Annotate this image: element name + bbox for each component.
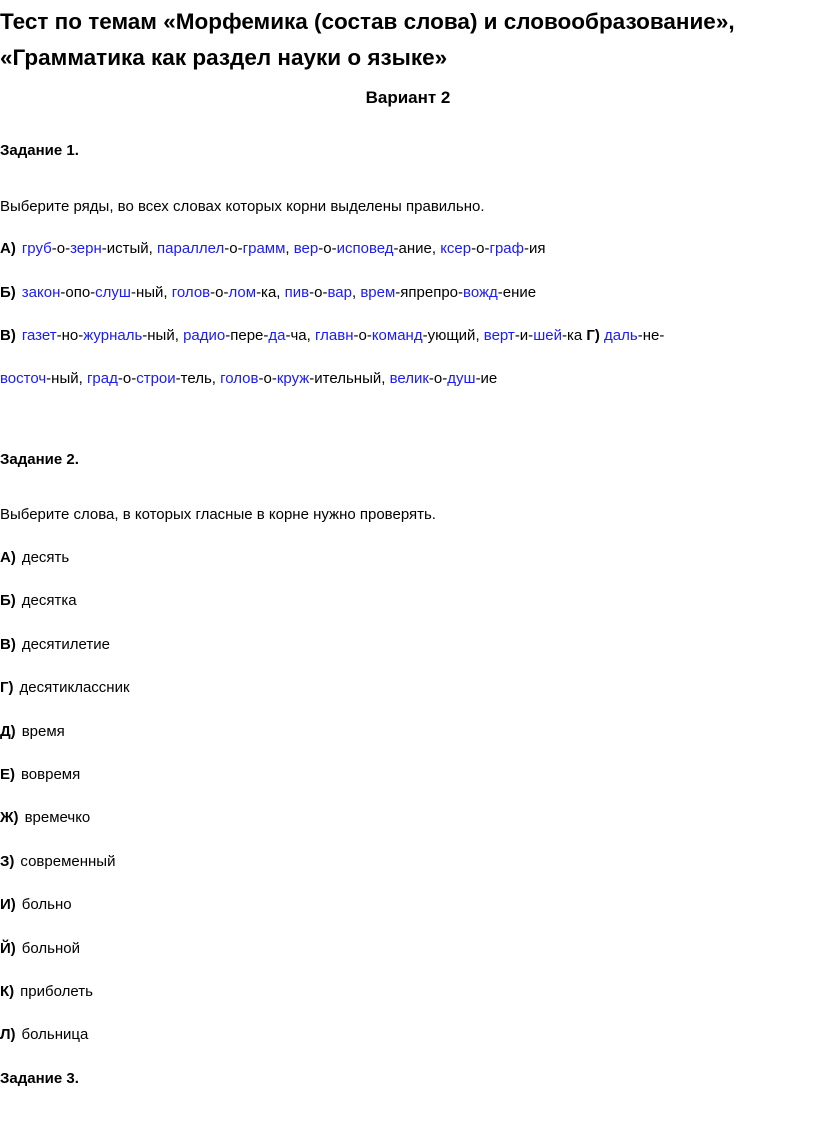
task2-option xyxy=(0,852,115,872)
option-label: К) xyxy=(0,983,15,1000)
title-line-1: Тест по темам «Морфемика (состав слова) и словообразование», xyxy=(0,9,735,34)
word-segment: -истый, xyxy=(101,240,158,257)
word-segment: -о- xyxy=(309,284,328,301)
word-segment: -о- xyxy=(471,240,490,257)
word-segment: -ительный, xyxy=(309,370,390,387)
root-segment: вер xyxy=(293,240,319,257)
word-segment: -о- xyxy=(210,284,229,301)
word-segment: -опо- xyxy=(60,284,96,301)
option-label: Ж) xyxy=(0,809,19,827)
word-segment: -пере- xyxy=(225,327,269,344)
option-label: В) xyxy=(0,635,16,653)
word-segment: -о- xyxy=(318,240,337,257)
task1-row xyxy=(0,239,545,259)
task2-option xyxy=(0,982,93,1002)
root-segment: восточ xyxy=(0,370,47,387)
option-label: А) xyxy=(0,549,16,566)
word-segment: -и- xyxy=(514,327,534,344)
root-segment: душ xyxy=(447,370,476,387)
document-title xyxy=(0,4,812,76)
task1-instruction: Выберите ряды, во всех словах которых корни выделены правильно. xyxy=(0,198,485,215)
word-segment: -но- xyxy=(56,327,84,344)
option-text: больной xyxy=(21,939,80,957)
root-segment: граф xyxy=(489,240,524,257)
option-label: Д) xyxy=(0,722,16,740)
root-segment: строи xyxy=(136,370,176,387)
task2-option xyxy=(0,895,72,915)
variant-heading: Вариант 2 xyxy=(365,88,451,107)
task1-heading: Задание 1. xyxy=(0,142,79,159)
word-segment: -ие xyxy=(475,370,498,387)
word-segment: -не- xyxy=(637,327,665,344)
root-segment: велик xyxy=(389,370,429,387)
word-segment: -ча, xyxy=(285,327,315,344)
option-text: десять xyxy=(21,549,70,566)
root-segment: круж xyxy=(276,370,310,387)
task2-option xyxy=(0,591,77,611)
root-segment: лом xyxy=(228,284,257,301)
task1-row xyxy=(0,369,497,389)
task2-option xyxy=(0,722,65,742)
word-segment: -ка, xyxy=(256,284,285,301)
root-segment: голов xyxy=(171,284,211,301)
option-label: Г) xyxy=(0,679,14,697)
task2-option xyxy=(0,939,80,959)
option-text: десятиклассник xyxy=(19,679,130,697)
task2-option xyxy=(0,635,110,655)
task2-instruction: Выберите слова, в которых гласные в корне нужно проверять. xyxy=(0,506,436,523)
option-label: Б) xyxy=(0,592,16,610)
word-segment: -ующий, xyxy=(422,327,484,344)
word-segment: -ия xyxy=(523,240,546,257)
root-segment: верт xyxy=(483,327,515,344)
word-segment: , xyxy=(351,284,361,301)
word-segment: -ный, xyxy=(130,284,172,301)
task2-option xyxy=(0,678,130,698)
root-segment: слуш xyxy=(95,284,131,301)
task2-heading: Задание 2. xyxy=(0,451,79,468)
root-segment: закон xyxy=(21,284,61,301)
root-segment: вар xyxy=(327,284,352,301)
root-segment: вожд xyxy=(463,284,498,301)
option-label: Й) xyxy=(0,939,16,957)
root-segment: пив xyxy=(284,284,310,301)
task1-row xyxy=(0,326,664,346)
option-label: В) xyxy=(0,327,16,344)
root-segment: параллел xyxy=(157,240,225,257)
word-segment: -о- xyxy=(353,327,372,344)
option-label: Г) xyxy=(586,327,600,344)
option-label: Е) xyxy=(0,766,15,783)
root-segment: главн xyxy=(314,327,354,344)
word-segment: , xyxy=(285,240,294,257)
root-segment: груб xyxy=(21,240,52,257)
root-segment: радио xyxy=(183,327,226,344)
option-text: десятка xyxy=(21,592,77,610)
task2-option xyxy=(0,808,90,828)
root-segment: шей xyxy=(533,327,562,344)
option-text: время xyxy=(21,722,65,740)
option-text: вовремя xyxy=(21,766,81,783)
root-segment: газет xyxy=(21,327,57,344)
root-segment: журналь xyxy=(83,327,143,344)
word-segment: -о- xyxy=(117,370,137,387)
root-segment: грамм xyxy=(242,240,286,257)
option-text: современный xyxy=(20,852,116,870)
word-segment: -япрепро- xyxy=(395,284,464,301)
option-label: А) xyxy=(0,240,16,257)
option-text: больно xyxy=(21,896,72,914)
option-text: больница xyxy=(21,1026,89,1044)
word-segment: -о- xyxy=(224,240,243,257)
root-segment: да xyxy=(268,327,286,344)
option-label: Б) xyxy=(0,284,16,301)
task1-row xyxy=(0,283,536,303)
option-label: Л) xyxy=(0,1026,16,1044)
task2-option xyxy=(0,1025,88,1045)
option-text: десятилетие xyxy=(21,635,110,653)
option-text: времечко xyxy=(24,809,91,827)
word-segment: -ка xyxy=(561,327,587,344)
task3-heading: Задание 3. xyxy=(0,1070,79,1087)
root-segment: ксер xyxy=(440,240,472,257)
word-segment: -ный, xyxy=(46,370,87,387)
root-segment: зерн xyxy=(70,240,102,257)
root-segment: голов xyxy=(220,370,259,387)
task2-option xyxy=(0,765,80,785)
word-segment: -о- xyxy=(51,240,71,257)
option-label: И) xyxy=(0,896,16,914)
root-segment: град xyxy=(86,370,118,387)
root-segment: даль xyxy=(604,327,638,344)
root-segment: команд xyxy=(371,327,423,344)
task2-option xyxy=(0,548,69,568)
option-text: приболеть xyxy=(20,983,93,1000)
option-label: З) xyxy=(0,852,15,870)
root-segment: исповед xyxy=(336,240,394,257)
word-segment: -о- xyxy=(428,370,448,387)
word-segment: -ный, xyxy=(142,327,184,344)
word-segment: -тель, xyxy=(175,370,221,387)
word-segment: -ание, xyxy=(393,240,441,257)
word-segment: -ение xyxy=(497,284,537,301)
word-segment: -о- xyxy=(258,370,277,387)
root-segment: врем xyxy=(360,284,396,301)
title-line-2: «Грамматика как раздел науки о языке» xyxy=(0,45,448,70)
